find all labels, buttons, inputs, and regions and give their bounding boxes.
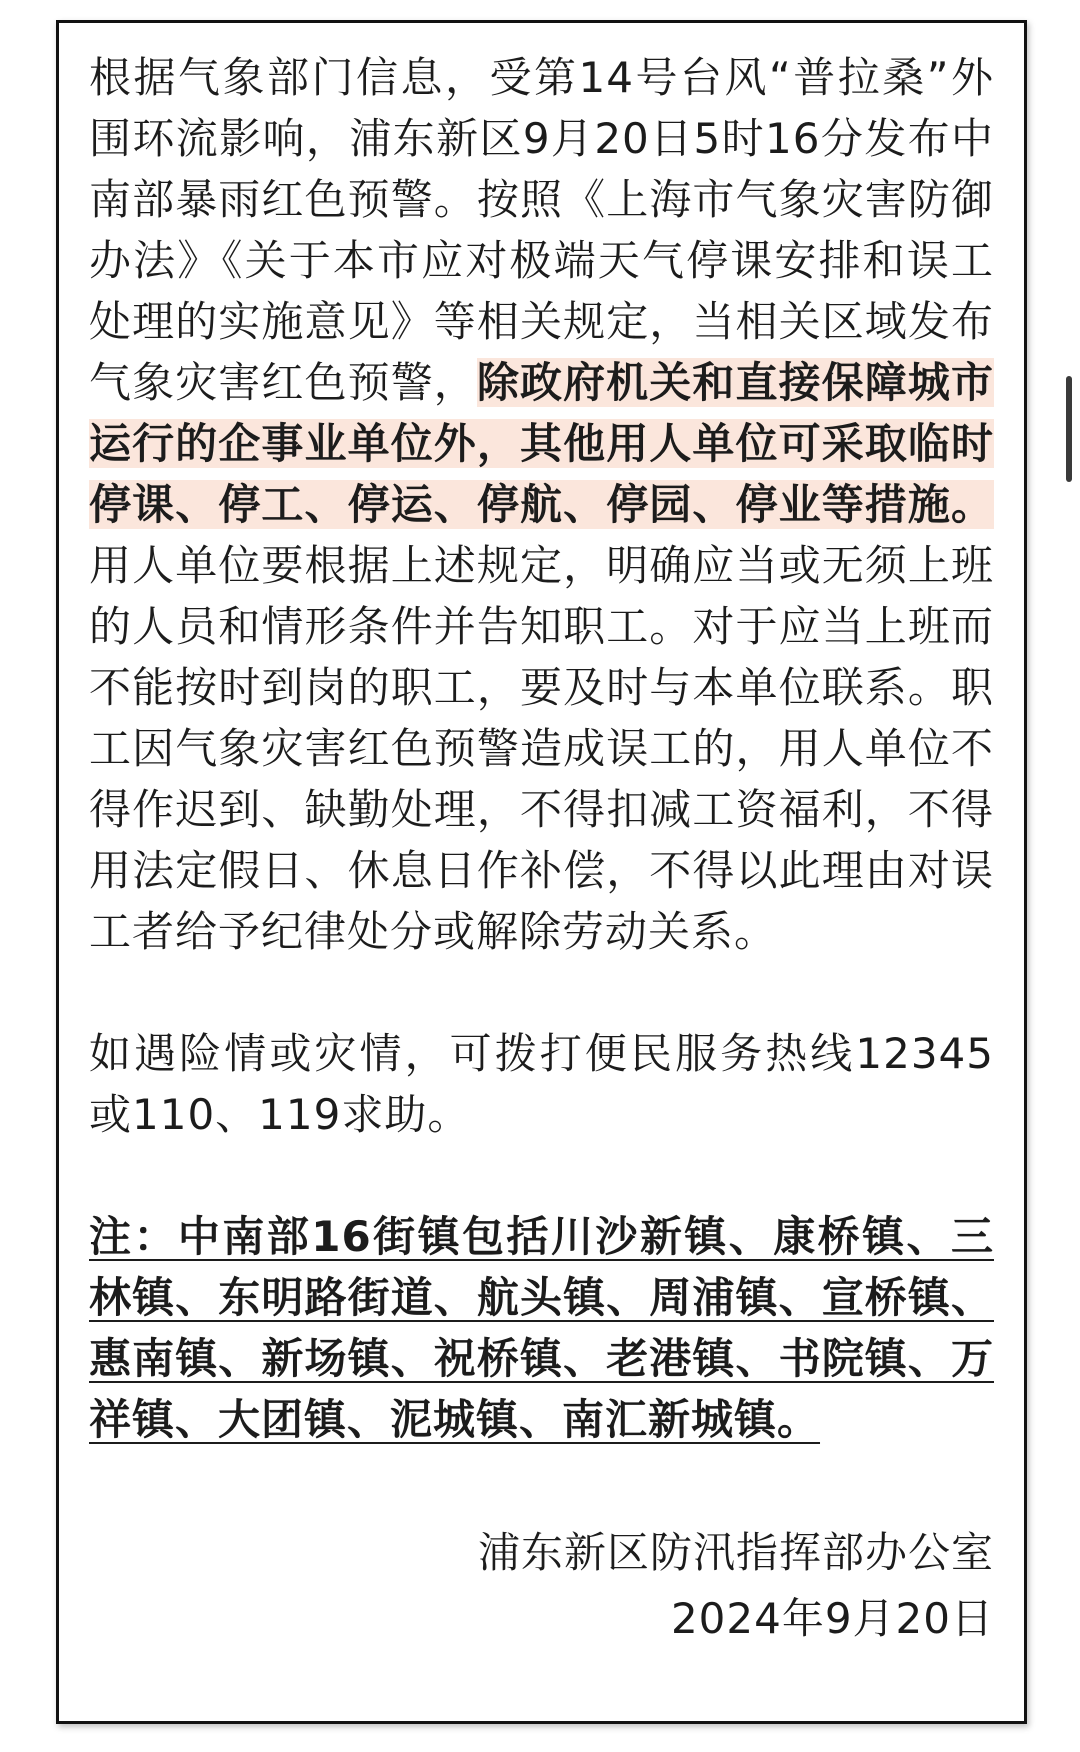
signature-block [89, 1520, 994, 1652]
paragraph-spacer [89, 962, 994, 1023]
hotline-paragraph: 如遇险情或灾情，可拨打便民服务热线12345或110、119求助。 [89, 1029, 994, 1139]
notice-text-rules: 用人单位要根据上述规定，明确应当或无须上班的人员和情形条件并告知职工。对于应当上班而不能按时到岗的职工，要及时与本单位联系。职工因气象灾害红色预警造成误工的，用人单位不得作迟到、缺勤处理，不得扣减工资福利，不得用法定假日、休息日作补偿，不得以此理由对误工者给予纪律处分或解除劳动关系。 [89, 541, 994, 956]
signature-organization: 浦东新区防汛指挥部办公室 [477, 1528, 994, 1577]
notice-text-highlight: 除政府机关和直接保障城市运行的企事业单位外，其他用人单位可采取临时停课、停工、停运、停航、停园、停业等措施。 [89, 358, 994, 529]
note-text: 注：中南部16街镇包括川沙新镇、康桥镇、三林镇、东明路街道、航头镇、周浦镇、宣桥镇、惠南镇、新场镇、祝桥镇、老港镇、书院镇、万祥镇、大团镇、泥城镇、南汇新城镇。 [89, 1212, 994, 1444]
notice-paragraph [89, 47, 994, 962]
document-frame [56, 20, 1027, 1724]
paragraph-spacer [89, 1145, 994, 1206]
scrollbar-thumb[interactable] [1066, 376, 1072, 482]
notice-text-intro: 根据气象部门信息，受第14号台风“普拉桑”外围环流影响，浦东新区9月20日5时16分发布中南部暴雨红色预警。按照《上海市气象灾害防御办法》《关于本市应对极端天气停课安排和误工处理的实施意见》等相关规定，当相关区域发布气象灾害红色预警， [89, 53, 994, 407]
document-body [89, 47, 994, 1652]
signature-date: 2024年9月20日 [670, 1594, 994, 1643]
note-paragraph [89, 1206, 994, 1450]
